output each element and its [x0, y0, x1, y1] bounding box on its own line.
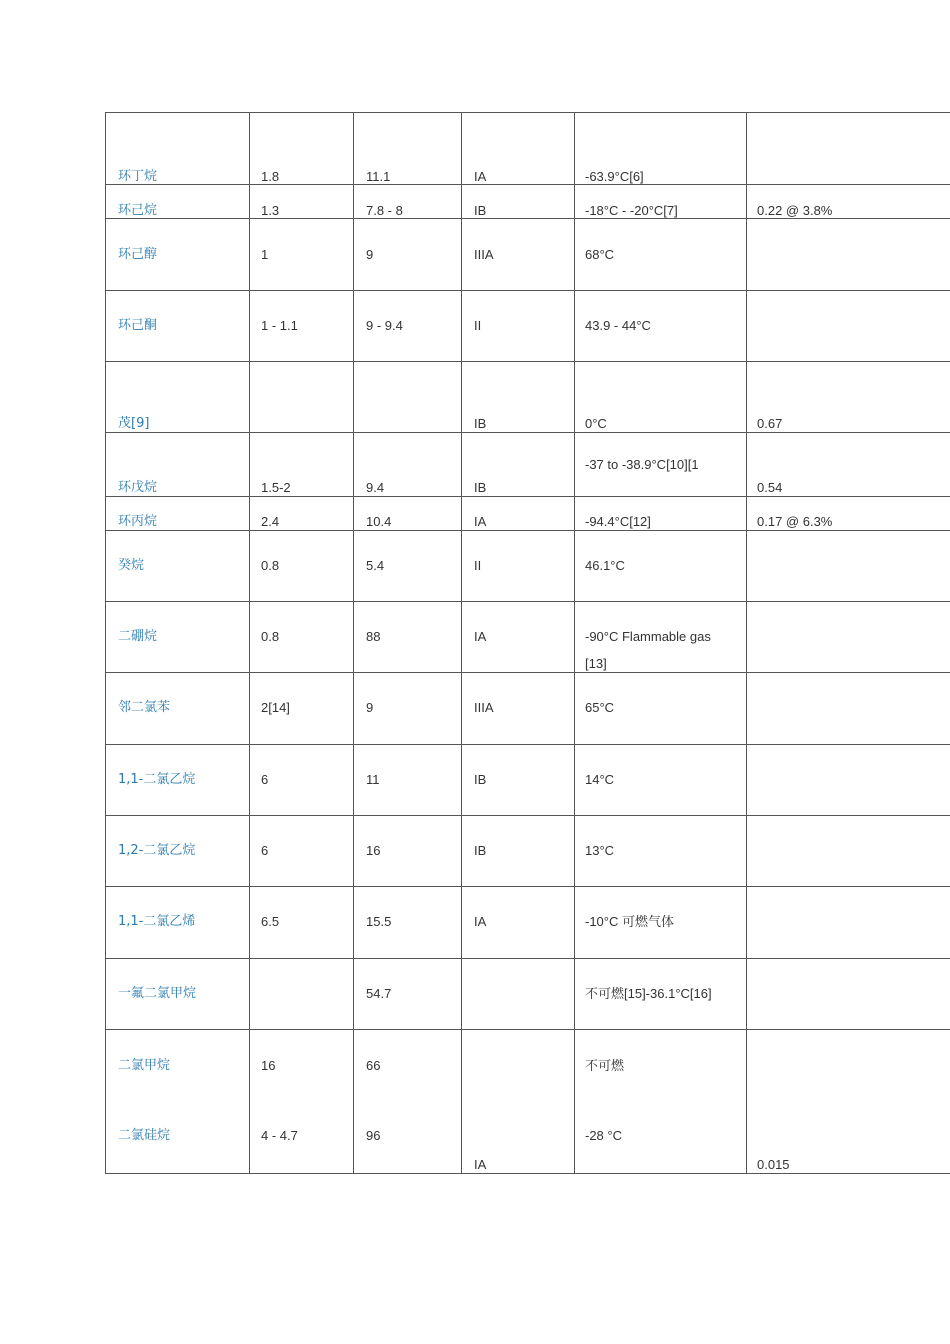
row-12-substance[interactable]: 1,2-二氯乙烷: [118, 843, 196, 858]
row-15-flash-point: 不可燃: [585, 1058, 625, 1073]
row-4-upper-limit: 9 - 9.4: [366, 318, 403, 333]
row-8-flash-point: 46.1°C: [585, 558, 625, 573]
row-8-lower-limit: 0.8: [261, 558, 280, 573]
row-6-flash-point: -37 to -38.9°C[10][1: [585, 457, 699, 472]
row-12-upper-limit: 16: [366, 843, 381, 858]
row-6-extra: 0.54: [757, 480, 783, 495]
row-7-upper-limit: 10.4: [366, 514, 392, 529]
row-3-lower-limit: 1: [261, 247, 269, 262]
row-6-lower-limit: 1.5-2: [261, 480, 291, 495]
row-13-lower-limit: 6.5: [261, 914, 280, 929]
row-16-flash-point: -28 °C: [585, 1128, 622, 1143]
row-15-upper-limit: 66: [366, 1058, 381, 1073]
row-14-flash-point: 不可燃[15]-36.1°C[16]: [585, 986, 712, 1001]
row-14-upper-limit: 54.7: [366, 986, 392, 1001]
row-6-substance[interactable]: 环戊烷: [118, 480, 158, 495]
row-4-class: II: [474, 318, 482, 333]
row-16-class: IA: [474, 1157, 487, 1172]
row-2-extra: 0.22 @ 3.8%: [757, 203, 833, 218]
row-2-lower-limit: 1.3: [261, 203, 280, 218]
row-11-upper-limit: 11: [366, 772, 380, 787]
row-12-class: IB: [474, 843, 487, 858]
flammability-table: [105, 112, 950, 1174]
row-9-class: IA: [474, 629, 487, 644]
row-16-lower-limit: 4 - 4.7: [261, 1128, 298, 1143]
row-5-class: IB: [474, 416, 487, 431]
row-9-flash-point-ref: [13]: [585, 656, 607, 671]
row-10-upper-limit: 9: [366, 700, 374, 715]
row-1-substance[interactable]: 环丁烷: [118, 169, 158, 184]
row-13-class: IA: [474, 914, 487, 929]
row-16-upper-limit: 96: [366, 1128, 381, 1143]
row-2-class: IB: [474, 203, 487, 218]
row-9-substance[interactable]: 二硼烷: [118, 629, 158, 644]
row-11-lower-limit: 6: [261, 772, 269, 787]
table-grid: [105, 112, 950, 1174]
row-10-flash-point: 65°C: [585, 700, 615, 715]
row-16-extra: 0.015: [757, 1157, 790, 1172]
row-10-substance[interactable]: 邻二氯苯: [118, 700, 171, 715]
row-7-flash-point: -94.4°C[12]: [585, 514, 651, 529]
row-11-flash-point: 14°C: [585, 772, 615, 787]
row-12-flash-point: 13°C: [585, 843, 615, 858]
row-15-substance[interactable]: 二氯甲烷: [118, 1058, 171, 1073]
row-6-class: IB: [474, 480, 487, 495]
row-13-flash-point: -10°C 可燃气体: [585, 914, 674, 929]
row-3-class: IIIA: [474, 247, 494, 262]
row-5-substance[interactable]: 茂[9]: [118, 416, 150, 431]
row-12-lower-limit: 6: [261, 843, 269, 858]
row-11-class: IB: [474, 772, 487, 787]
row-7-extra: 0.17 @ 6.3%: [757, 514, 833, 529]
row-4-substance[interactable]: 环己酮: [118, 318, 158, 333]
row-15-lower-limit: 16: [261, 1058, 276, 1073]
row-7-class: IA: [474, 514, 487, 529]
row-6-upper-limit: 9.4: [366, 480, 385, 495]
row-1-class: IA: [474, 169, 487, 184]
row-4-flash-point: 43.9 - 44°C: [585, 318, 651, 333]
row-16-substance[interactable]: 二氯硅烷: [118, 1128, 171, 1143]
row-14-substance[interactable]: 一氟二氯甲烷: [118, 986, 197, 1001]
row-7-lower-limit: 2.4: [261, 514, 280, 529]
row-9-upper-limit: 88: [366, 629, 381, 644]
row-2-flash-point: -18°C - -20°C[7]: [585, 203, 678, 218]
row-10-class: IIIA: [474, 700, 494, 715]
row-1-lower-limit: 1.8: [261, 169, 280, 184]
row-10-lower-limit: 2[14]: [261, 700, 290, 715]
row-8-class: II: [474, 558, 482, 573]
row-13-substance[interactable]: 1,1-二氯乙烯: [118, 914, 196, 929]
row-4-lower-limit: 1 - 1.1: [261, 318, 298, 333]
row-7-substance[interactable]: 环丙烷: [118, 514, 158, 529]
row-1-upper-limit: 11.1: [366, 169, 391, 184]
row-9-lower-limit: 0.8: [261, 629, 280, 644]
row-5-flash-point: 0°C: [585, 416, 607, 431]
row-1-flash-point: -63.9°C[6]: [585, 169, 644, 184]
row-8-upper-limit: 5.4: [366, 558, 385, 573]
row-3-flash-point: 68°C: [585, 247, 615, 262]
row-13-upper-limit: 15.5: [366, 914, 392, 929]
row-3-substance[interactable]: 环己醇: [118, 247, 158, 262]
row-2-substance[interactable]: 环己烷: [118, 203, 158, 218]
row-9-flash-point: -90°C Flammable gas: [585, 629, 711, 644]
row-11-substance[interactable]: 1,1-二氯乙烷: [118, 772, 196, 787]
row-3-upper-limit: 9: [366, 247, 374, 262]
row-5-extra: 0.67: [757, 416, 783, 431]
row-8-substance[interactable]: 癸烷: [118, 558, 145, 573]
row-2-upper-limit: 7.8 - 8: [366, 203, 403, 218]
